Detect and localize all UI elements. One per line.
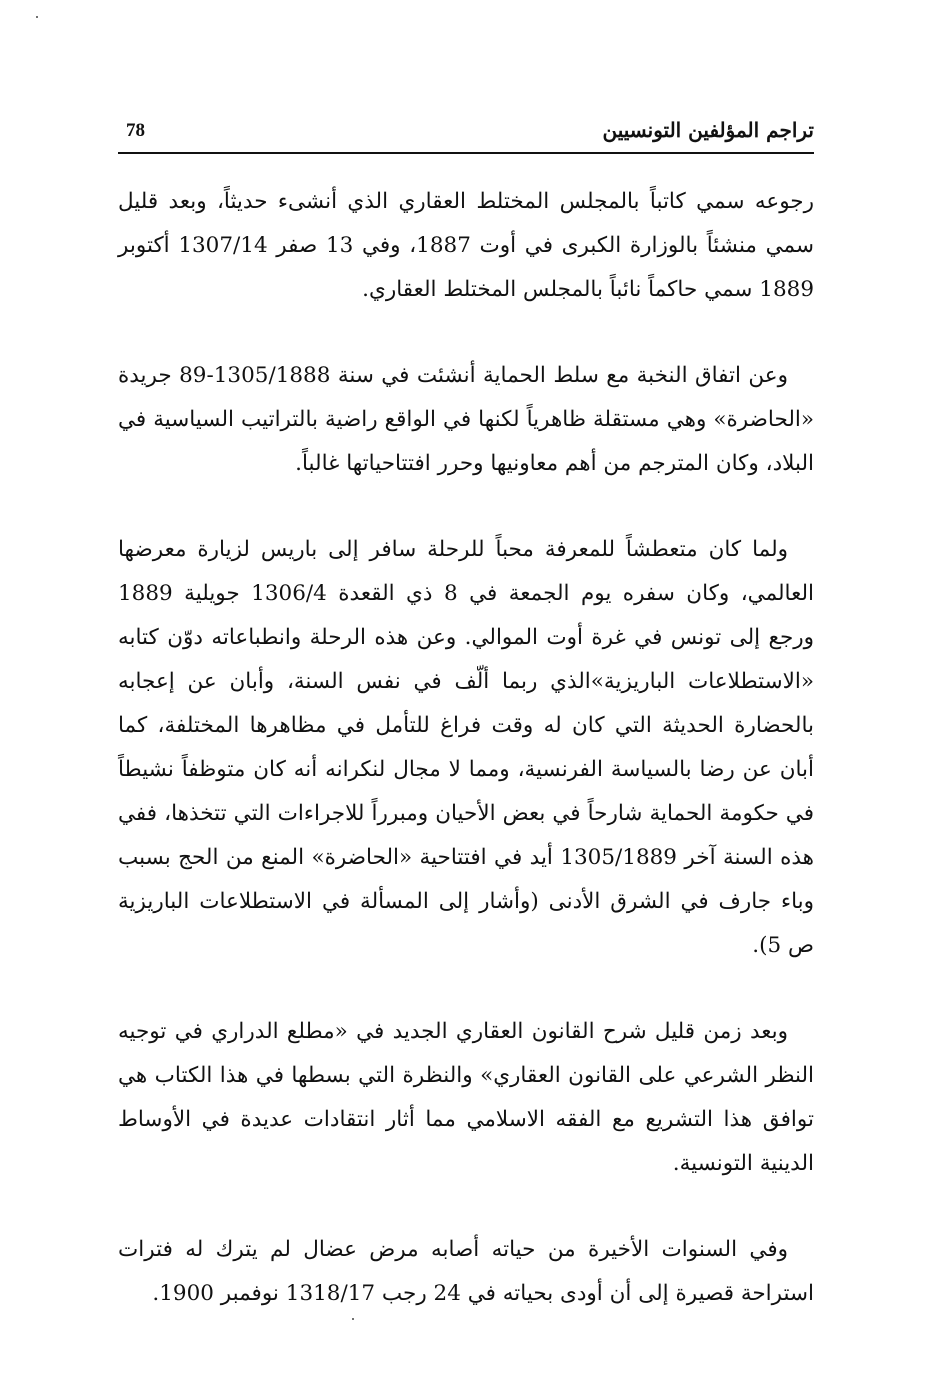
page-number: 78 [126, 120, 145, 141]
paragraph: وفي السنوات الأخيرة من حياته أصابه مرض عضال لم يترك له فترات استراحة قصيرة إلى أن أودى بحياته في 24 رجب 1318/17 نوفمبر 1900. [118, 1237, 814, 1306]
paragraph: وبعد زمن قليل شرح القانون العقاري الجديد في «مطلع الدراري في توجيه النظر الشرعي على القانون العقاري» والنظرة التي بسطها في هذا الكتاب هي توافق هذا التشريع مع الفقه الاسلامي مما أثار انتقادات عديدة في الأوساط الدينية التونسية. [118, 1019, 814, 1176]
book-page [118, 112, 814, 1358]
paragraph: ولما كان متعطشاً للمعرفة محباً للرحلة سافر إلى باريس لزيارة معرضها العالمي، وكان سفره يوم الجمعة في 8 ذي القعدة 1306/4 جويلية 1889 ورجع إلى تونس في غرة أوت الموالي. وعن هذه الرحلة وانطباعاته دوّن كتابه «الاستطلاعات الباريزية»الذي ربما ألّف في نفس السنة، وأبان عن إعجابه بالحضارة الحديثة التي كان له وقت فراغ للتأمل في مظاهرها المختلفة، كما أبان عن رضا بالسياسة الفرنسية، ومما لا مجال لنكرانه أنه كان متوظفاً نشيطاً في حكومة الحماية شارحاً في بعض الأحيان ومبرراً للاجراءات التي تتخذها، ففي هذه السنة آخر 1305/1889 أيد في افتتاحية «الحاضرة» المنع من الحج بسبب وباء جارف في الشرق الأدنى (وأشار إلى المسألة في الاستطلاعات الباريزية ص 5). [118, 537, 814, 958]
body-text [118, 180, 814, 1316]
scan-speck [36, 16, 38, 18]
paragraph: وعن اتفاق النخبة مع سلط الحماية أنشئت في سنة 1305/1888-89 جريدة «الحاضرة» وهي مستقلة ظاهرياً لكنها في الواقع راضية بالتراتيب السياسية في البلاد، وكان المترجم من أهم معاونيها وحرر افتتاحياتها غالباً. [118, 363, 814, 476]
paragraph: رجوعه سمي كاتباً بالمجلس المختلط العقاري الذي أنشىء حديثاً، وبعد قليل سمي منشئاً بالوزارة الكبرى في أوت 1887، وفي 13 صفر 1307/14 أكتوبر 1889 سمي حاكماً نائباً بالمجلس المختلط العقاري. [118, 189, 814, 302]
book-title: تراجم المؤلفين التونسيين [602, 118, 814, 142]
running-header [118, 112, 814, 154]
